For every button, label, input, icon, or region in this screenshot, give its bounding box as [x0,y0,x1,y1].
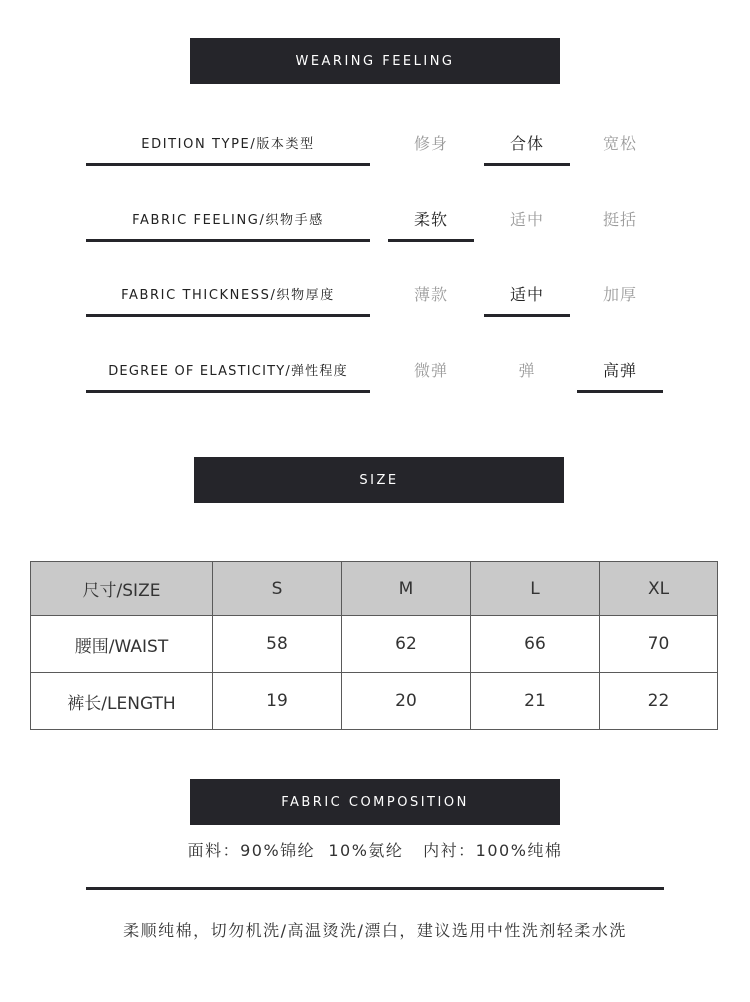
feel-option: 宽松 [602,133,637,153]
feel-option: 微弹 [413,360,448,380]
feel-option: 挺括 [602,209,637,229]
table-header-cell: XL [600,562,718,616]
composition-text: 面料：90%锦纶 10%氨纶 内衬：100%纯棉 [187,841,563,860]
feel-option-selected: 适中 [484,272,570,317]
fabric-feeling-row [0,197,750,247]
feel-label: FABRIC FEELING/织物手感 [86,197,370,242]
wearing-feeling-title: WEARING FEELING [295,53,455,69]
table-cell: 58 [213,616,342,673]
wearing-feeling-banner [190,38,560,84]
feel-option: 薄款 [413,284,448,304]
table-cell: 21 [471,673,600,730]
table-row [31,673,718,730]
feel-option: 适中 [509,209,544,229]
table-cell: 20 [342,673,471,730]
fabric-composition-title: FABRIC COMPOSITION [281,794,469,810]
table-cell: 62 [342,616,471,673]
feel-label: DEGREE OF ELASTICITY/弹性程度 [86,348,370,393]
size-table [30,561,718,730]
table-row [31,616,718,673]
table-header-cell: L [471,562,600,616]
table-header-cell: S [213,562,342,616]
care-instructions: 柔顺纯棉，切勿机洗/高温烫洗/漂白，建议选用中性洗剂轻柔水洗 [123,921,627,940]
feel-option-selected: 合体 [484,121,570,166]
table-cell: 70 [600,616,718,673]
table-header-row [31,562,718,616]
feel-label: FABRIC THICKNESS/织物厚度 [86,272,370,317]
table-cell: 19 [213,673,342,730]
edition-type-row [0,121,750,171]
feel-option: 弹 [518,360,536,380]
table-header-cell: M [342,562,471,616]
size-title: SIZE [359,472,399,488]
fabric-thickness-row [0,272,750,322]
feel-option: 加厚 [602,284,637,304]
feel-option-selected: 高弹 [577,348,663,393]
table-cell: 裤长/LENGTH [31,673,213,730]
feel-label: EDITION TYPE/版本类型 [86,121,370,166]
feel-option: 修身 [413,133,448,153]
elasticity-row [0,348,750,398]
table-cell: 66 [471,616,600,673]
table-cell: 腰围/WAIST [31,616,213,673]
table-header-cell: 尺寸/SIZE [31,562,213,616]
size-banner [194,457,564,503]
divider [86,887,664,890]
feel-option-selected: 柔软 [388,197,474,242]
fabric-composition-banner [190,779,560,825]
table-cell: 22 [600,673,718,730]
